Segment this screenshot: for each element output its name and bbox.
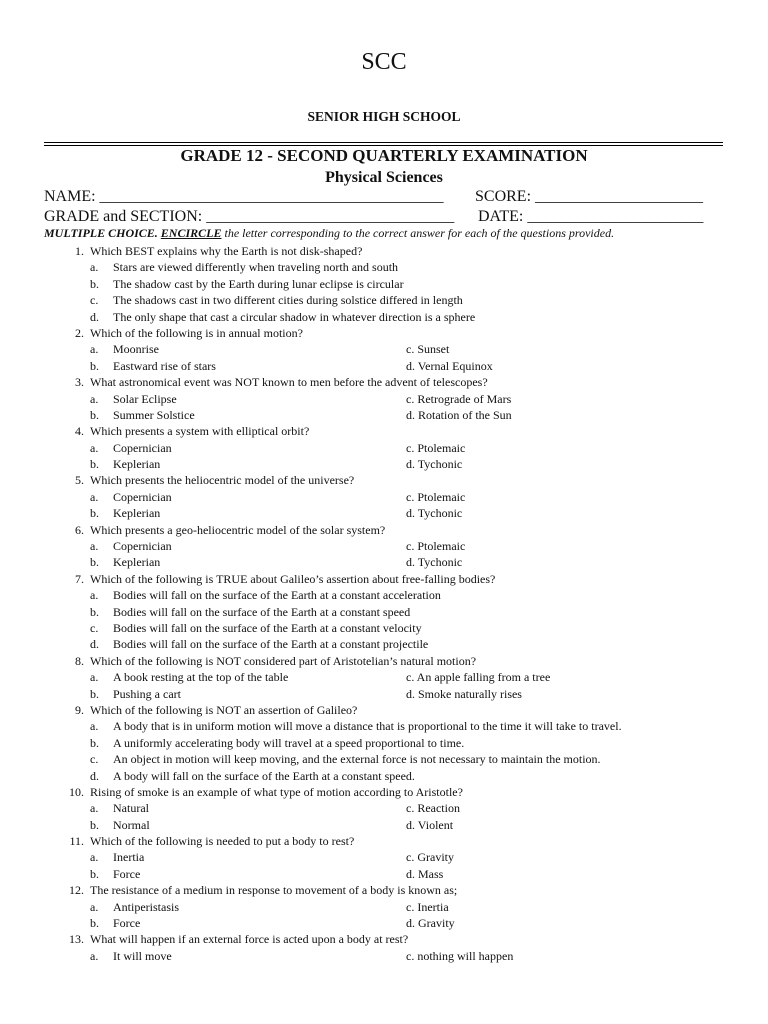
grade-date-row <box>44 207 723 227</box>
question-line <box>0 784 768 800</box>
question-line <box>0 882 768 898</box>
instructions <box>44 225 744 241</box>
option-text[interactable]: Solar Eclipse <box>113 391 177 406</box>
option-text[interactable]: d. Rotation of the Sun <box>406 407 512 422</box>
option-line <box>0 751 768 767</box>
question-number: 12. <box>69 883 84 898</box>
question-number: 13. <box>69 932 84 947</box>
option-text[interactable]: c. Ptolemaic <box>406 489 466 504</box>
option-text[interactable]: c. Sunset <box>406 342 450 357</box>
question-line <box>0 522 768 538</box>
option-letter[interactable]: a. <box>90 719 99 734</box>
option-text[interactable]: Force <box>113 866 141 881</box>
option-line <box>0 866 768 882</box>
option-letter[interactable]: a. <box>90 948 99 963</box>
option-letter[interactable]: a. <box>90 801 99 816</box>
option-text[interactable]: Copernician <box>113 539 172 554</box>
question-text: Which of the following is NOT considered part of Aristotelian’s natural motion? <box>90 653 477 668</box>
question-number: 10. <box>69 784 84 799</box>
option-line <box>0 669 768 685</box>
option-text[interactable]: An object in motion will keep moving, and the external force is not necessary to maintain the motion. <box>113 752 601 767</box>
question-text: Which of the following is TRUE about Galileo’s assertion about free-falling bodies? <box>90 571 496 586</box>
school-name: SENIOR HIGH SCHOOL <box>307 109 461 124</box>
question-number: 7. <box>75 571 84 586</box>
option-text[interactable]: Force <box>113 916 141 931</box>
question-line <box>0 653 768 669</box>
instructions-verb: ENCIRCLE <box>160 226 222 240</box>
option-line <box>0 391 768 407</box>
question-number: 4. <box>75 424 84 439</box>
exam-subject: Physical Sciences <box>325 169 443 186</box>
question-text: Which of the following is needed to put a body to rest? <box>90 834 355 849</box>
score-field[interactable]: SCORE: _____________________ <box>475 188 704 205</box>
question-text: Which presents a system with elliptical orbit? <box>90 424 310 439</box>
option-line <box>0 915 768 931</box>
school-code: SCC <box>361 49 407 75</box>
option-line <box>0 620 768 636</box>
question-text: Which BEST explains why the Earth is not disk-shaped? <box>90 244 363 258</box>
question-number: 1. <box>75 244 84 258</box>
grade-section-field[interactable]: GRADE and SECTION: _______________________________ <box>44 208 455 225</box>
option-text[interactable]: The only shape that cast a circular shadow in whatever direction is a sphere <box>113 309 476 324</box>
question-text: Which presents a geo-heliocentric model of the solar system? <box>90 522 386 537</box>
option-line <box>0 292 768 308</box>
option-text[interactable]: Copernician <box>113 440 172 455</box>
option-text[interactable]: It will move <box>113 948 172 963</box>
option-text[interactable]: A uniformly accelerating body will travel at a speed proportional to time. <box>113 735 465 750</box>
instructions-text: the letter corresponding to the correct answer for each of the questions provided. <box>221 226 615 240</box>
option-line <box>0 505 768 521</box>
option-line <box>0 849 768 865</box>
option-letter[interactable]: a. <box>90 850 99 865</box>
option-text[interactable]: d. Violent <box>406 817 454 832</box>
question-line <box>0 833 768 849</box>
question-line <box>0 472 768 488</box>
option-letter[interactable]: b. <box>90 555 99 570</box>
option-letter[interactable]: b. <box>90 358 99 373</box>
option-line <box>0 341 768 357</box>
option-text[interactable]: A body that is in uniform motion will move a distance that is proportional to the time it will take to travel. <box>113 719 622 734</box>
option-letter[interactable]: a. <box>90 440 99 455</box>
option-line <box>0 407 768 423</box>
question-line <box>0 702 768 718</box>
option-letter[interactable]: b. <box>90 735 99 750</box>
option-letter[interactable]: c. <box>90 620 99 635</box>
option-letter[interactable]: c. <box>90 752 99 767</box>
option-letter[interactable]: b. <box>90 686 99 701</box>
option-text[interactable]: d. Vernal Equinox <box>406 358 493 373</box>
option-line <box>0 817 768 833</box>
option-letter[interactable]: b. <box>90 916 99 931</box>
option-text[interactable]: A body will fall on the surface of the Earth at a constant speed. <box>113 768 415 783</box>
question-text: Which of the following is in annual motion? <box>90 325 303 340</box>
option-text[interactable]: d. Tychonic <box>406 506 463 521</box>
option-text[interactable]: d. Tychonic <box>406 555 463 570</box>
option-line <box>0 800 768 816</box>
option-text[interactable]: Summer Solstice <box>113 407 195 422</box>
option-text[interactable]: Eastward rise of stars <box>113 358 216 373</box>
option-text[interactable]: Bodies will fall on the surface of the Earth at a constant velocity <box>113 620 422 635</box>
exam-title: GRADE 12 - SECOND QUARTERLY EXAMINATION <box>180 146 588 165</box>
option-letter[interactable]: b. <box>90 866 99 881</box>
option-text[interactable]: The shadow cast by the Earth during lunar eclipse is circular <box>113 276 404 291</box>
option-line <box>0 686 768 702</box>
question-number: 11. <box>69 834 84 849</box>
option-text[interactable]: d. Tychonic <box>406 457 463 472</box>
option-letter[interactable]: b. <box>90 457 99 472</box>
option-line <box>0 309 768 325</box>
name-field[interactable]: NAME: ___________________________________________ <box>44 188 444 205</box>
question-line <box>0 325 768 341</box>
option-text[interactable]: The shadows cast in two different cities during solstice differed in length <box>113 293 463 308</box>
option-letter[interactable]: a. <box>90 670 99 685</box>
option-letter[interactable]: b. <box>90 506 99 521</box>
option-letter[interactable]: c. <box>90 293 99 308</box>
option-letter[interactable]: b. <box>90 276 99 291</box>
option-letter[interactable]: b. <box>90 817 99 832</box>
option-letter[interactable]: a. <box>90 391 99 406</box>
option-line <box>0 636 768 652</box>
option-line <box>0 768 768 784</box>
option-letter[interactable]: a. <box>90 539 99 554</box>
question-text: The resistance of a medium in response to movement of a body is known as; <box>90 883 458 898</box>
option-line <box>0 489 768 505</box>
option-line <box>0 276 768 292</box>
name-score-row <box>44 187 723 207</box>
option-text[interactable]: Natural <box>113 801 149 816</box>
option-line <box>0 587 768 603</box>
question-text: Which of the following is NOT an assertion of Galileo? <box>90 702 358 717</box>
question-text: Rising of smoke is an example of what type of motion according to Aristotle? <box>90 784 463 799</box>
question-list <box>0 243 768 964</box>
date-field[interactable]: DATE: ______________________ <box>478 208 704 225</box>
option-line <box>0 604 768 620</box>
option-text[interactable]: Keplerian <box>113 555 161 570</box>
option-text[interactable]: Moonrise <box>113 342 159 357</box>
option-text[interactable]: Copernician <box>113 489 172 504</box>
option-line <box>0 899 768 915</box>
option-line <box>0 538 768 554</box>
option-text[interactable]: d. Smoke naturally rises <box>406 686 522 701</box>
option-text[interactable]: c. Inertia <box>406 899 449 914</box>
option-letter[interactable]: d. <box>90 309 99 324</box>
option-text[interactable]: Bodies will fall on the surface of the Earth at a constant speed <box>113 604 411 619</box>
option-text[interactable]: Keplerian <box>113 506 161 521</box>
instructions-type: MULTIPLE CHOICE. <box>44 226 158 240</box>
option-text[interactable]: Bodies will fall on the surface of the Earth at a constant acceleration <box>113 588 441 603</box>
option-letter[interactable]: d. <box>90 637 99 652</box>
option-text[interactable]: c. An apple falling from a tree <box>406 670 551 685</box>
option-line <box>0 718 768 734</box>
question-line <box>0 571 768 587</box>
option-text[interactable]: Pushing a cart <box>113 686 181 701</box>
option-text[interactable]: A book resting at the top of the table <box>113 670 289 685</box>
option-letter[interactable]: a. <box>90 342 99 357</box>
question-number: 8. <box>75 653 84 668</box>
option-line <box>0 259 768 275</box>
option-letter[interactable]: a. <box>90 588 99 603</box>
question-text: What astronomical event was NOT known to men before the advent of telescopes? <box>90 375 488 390</box>
option-text[interactable]: c. Ptolemaic <box>406 539 466 554</box>
option-text[interactable]: c. Reaction <box>406 801 460 816</box>
question-line <box>0 423 768 439</box>
option-text[interactable]: Stars are viewed differently when traveling north and south <box>113 260 399 275</box>
option-text[interactable]: d. Mass <box>406 866 444 881</box>
option-text[interactable]: c. Gravity <box>406 850 454 865</box>
option-text[interactable]: Antiperistasis <box>113 899 179 914</box>
option-line <box>0 358 768 374</box>
option-letter[interactable]: d. <box>90 768 99 783</box>
option-text[interactable]: c. Retrograde of Mars <box>406 391 512 406</box>
option-line <box>0 440 768 456</box>
option-letter[interactable]: a. <box>90 899 99 914</box>
header-divider-top <box>44 142 723 143</box>
option-line <box>0 735 768 751</box>
option-line <box>0 948 768 964</box>
question-line <box>0 374 768 390</box>
question-number: 5. <box>75 473 84 488</box>
option-text[interactable]: Bodies will fall on the surface of the Earth at a constant projectile <box>113 637 429 652</box>
option-text[interactable]: Normal <box>113 817 150 832</box>
option-line <box>0 456 768 472</box>
question-line <box>0 931 768 947</box>
question-number: 9. <box>75 702 84 717</box>
option-text[interactable]: c. nothing will happen <box>406 948 514 963</box>
question-number: 6. <box>75 522 84 537</box>
option-letter[interactable]: a. <box>90 489 99 504</box>
option-line <box>0 554 768 570</box>
option-text[interactable]: Inertia <box>113 850 145 865</box>
option-text[interactable]: c. Ptolemaic <box>406 440 466 455</box>
option-letter[interactable]: b. <box>90 407 99 422</box>
question-number: 3. <box>75 375 84 390</box>
question-line <box>0 243 768 259</box>
option-text[interactable]: d. Gravity <box>406 916 455 931</box>
option-text[interactable]: Keplerian <box>113 457 161 472</box>
question-text: What will happen if an external force is acted upon a body at rest? <box>90 932 409 947</box>
question-number: 2. <box>75 325 84 340</box>
option-letter[interactable]: a. <box>90 260 99 275</box>
option-letter[interactable]: b. <box>90 604 99 619</box>
question-text: Which presents the heliocentric model of the universe? <box>90 473 355 488</box>
